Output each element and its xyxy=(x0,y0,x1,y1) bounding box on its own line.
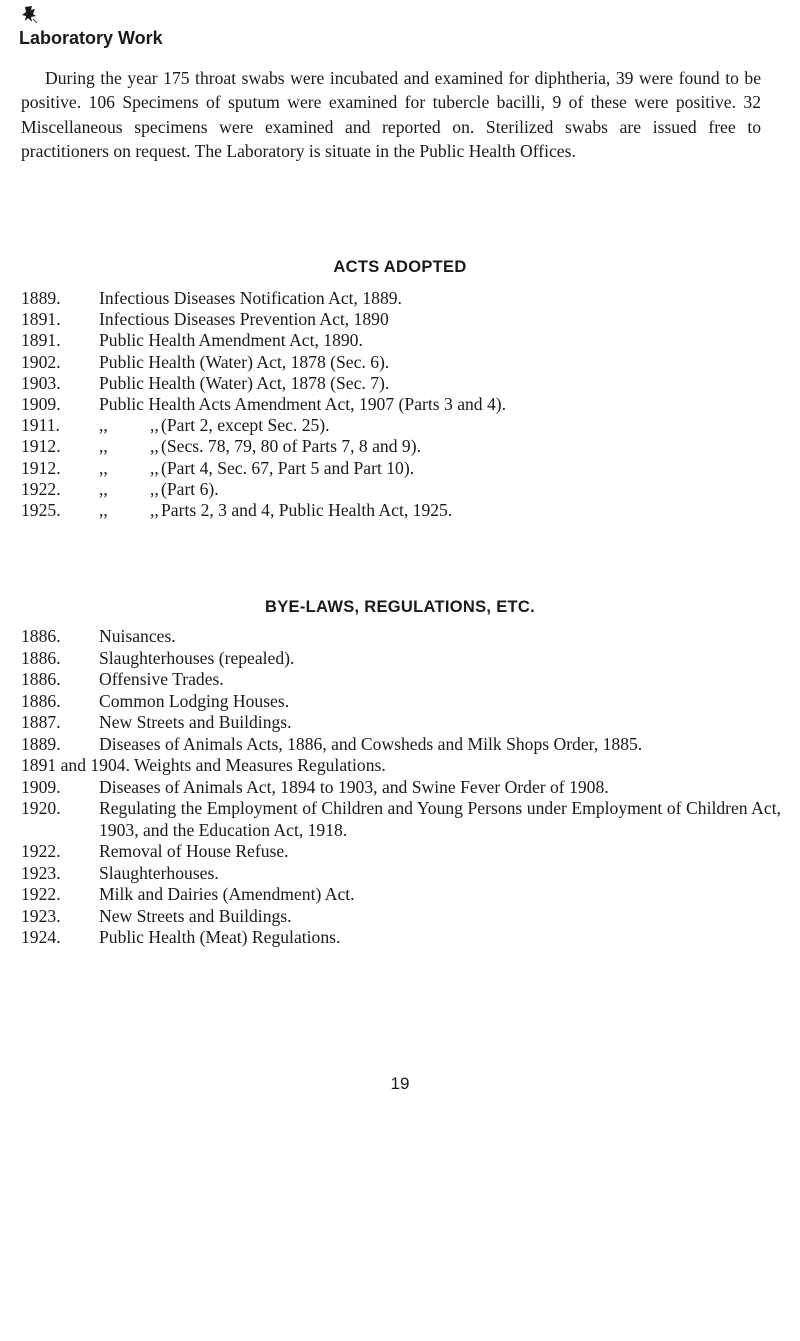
bye-law-item xyxy=(21,927,781,949)
bye-law-year: 1923. xyxy=(21,905,61,926)
bye-law-year: 1920. xyxy=(21,798,61,818)
page-number: 19 xyxy=(390,1074,410,1093)
bye-law-title: Regulating the Employment of Children and Young Persons under Employment of Children Act, 1903, and the Education Act, 1918. xyxy=(99,798,781,840)
act-year: 1911. xyxy=(21,415,60,436)
bye-law-item xyxy=(21,626,781,648)
bye-law-item xyxy=(21,755,781,777)
bye-laws-heading: BYE-LAWS, REGULATIONS, ETC. xyxy=(265,598,535,616)
act-title: Public Health (Water) Act, 1878 (Sec. 7). xyxy=(99,372,390,393)
bye-law-title: Slaughterhouses (repealed). xyxy=(99,647,295,668)
bye-law-title: Removal of House Refuse. xyxy=(99,841,289,861)
act-title: Public Health Acts Amendment Act, 1907 (Parts 3 and 4). xyxy=(99,393,507,414)
act-item: 1911. ,, ,, (Part 2, except Sec. 25). xyxy=(21,415,330,436)
bye-laws-list xyxy=(21,626,781,949)
laboratory-paragraph: During the year 175 throat swabs were incubated and examined for diphtheria, 39 were found to be positive. 106 Specimens of sputum were examined for tubercle bacilli, 9 of these were positive. 32 Miscellaneous specimens were examined and reported on. Sterilized swabs are issued free to practitioners on request. The Laboratory is situate in the Public Health Offices. xyxy=(21,68,761,161)
act-year: 1902. xyxy=(21,351,61,372)
bye-law-year: 1922. xyxy=(21,841,61,861)
bye-law-title: Common Lodging Houses. xyxy=(99,690,290,711)
act-title: Public Health (Water) Act, 1878 (Sec. 6). xyxy=(99,351,390,372)
act-year: 1925. xyxy=(21,499,61,520)
act-title: Parts 2, 3 and 4, Public Health Act, 1925. xyxy=(161,499,453,520)
act-year: 1889. xyxy=(21,288,61,308)
act-title: (Part 6). xyxy=(161,478,219,499)
bye-law-item xyxy=(21,884,781,906)
act-item xyxy=(21,394,781,415)
bye-law-year: 1886. xyxy=(21,669,61,689)
act-title: Infectious Diseases Prevention Act, 1890 xyxy=(99,309,389,330)
act-title: (Part 4, Sec. 67, Part 5 and Part 10). xyxy=(161,457,415,478)
bye-law-title: New Streets and Buildings. xyxy=(99,712,292,732)
act-item xyxy=(21,288,781,309)
bye-law-title: Slaughterhouses. xyxy=(99,862,219,883)
bye-law-title: New Streets and Buildings. xyxy=(99,905,292,926)
bye-law-item xyxy=(21,841,781,863)
bye-law-title: Milk and Dairies (Amendment) Act. xyxy=(99,884,355,904)
act-item: 1925. ,, ,, Parts 2, 3 and 4, Public Health Act, 1925. xyxy=(21,499,453,520)
bye-law-year: 1922. xyxy=(21,884,61,904)
act-item: 1922. ,, ,, (Part 6). xyxy=(21,478,219,499)
bye-law-item xyxy=(21,863,781,885)
act-item xyxy=(21,309,781,330)
bye-law-item xyxy=(21,691,781,713)
bye-law-year: 1887. xyxy=(21,712,61,732)
bye-law-item xyxy=(21,777,781,799)
act-year: 1909. xyxy=(21,393,61,414)
act-item: 1912. ,, ,, (Part 4, Sec. 67, Part 5 and Part 10). xyxy=(21,457,415,478)
act-item: 1912. ,, ,, (Secs. 78, 79, 80 of Parts 7, 8 and 9). xyxy=(21,436,421,457)
page-heading: Laboratory Work xyxy=(19,28,163,48)
bye-law-title: 1891 and 1904. Weights and Measures Regulations. xyxy=(21,755,386,775)
bye-law-item xyxy=(21,906,781,928)
act-item xyxy=(21,330,781,351)
bye-law-item xyxy=(21,648,781,670)
act-year: 1891. xyxy=(21,309,61,330)
act-item xyxy=(21,373,781,394)
bye-law-title: Diseases of Animals Acts, 1886, and Cowsheds and Milk Shops Order, 1885. xyxy=(99,733,643,754)
bye-law-item xyxy=(21,798,781,841)
act-title: (Secs. 78, 79, 80 of Parts 7, 8 and 9). xyxy=(161,436,421,457)
act-year: 1912. xyxy=(21,436,61,457)
bye-law-item xyxy=(21,712,781,734)
act-item xyxy=(21,352,781,373)
act-title: Infectious Diseases Notification Act, 1889. xyxy=(99,288,402,308)
printer-ornament-icon xyxy=(21,5,39,25)
acts-adopted-list xyxy=(21,288,781,521)
act-title: Public Health Amendment Act, 1890. xyxy=(99,330,363,351)
bye-law-year: 1886. xyxy=(21,690,61,711)
bye-law-year: 1923. xyxy=(21,862,61,883)
act-year: 1891. xyxy=(21,330,61,351)
bye-law-title: Offensive Trades. xyxy=(99,669,224,689)
act-title: (Part 2, except Sec. 25). xyxy=(161,415,330,436)
bye-law-year: 1886. xyxy=(21,647,61,668)
bye-law-year: 1889. xyxy=(21,733,61,754)
bye-law-title: Diseases of Animals Act, 1894 to 1903, and Swine Fever Order of 1908. xyxy=(99,776,609,797)
bye-law-year: 1886. xyxy=(21,626,61,646)
acts-adopted-heading: ACTS ADOPTED xyxy=(333,258,467,276)
act-year: 1922. xyxy=(21,478,61,499)
act-year: 1903. xyxy=(21,372,61,393)
bye-law-year: 1909. xyxy=(21,776,61,797)
bye-law-item xyxy=(21,669,781,691)
act-year: 1912. xyxy=(21,457,61,478)
bye-law-year: 1924. xyxy=(21,927,61,947)
bye-law-title: Public Health (Meat) Regulations. xyxy=(99,927,341,947)
bye-law-title: Nuisances. xyxy=(99,626,176,646)
bye-law-item xyxy=(21,734,781,756)
